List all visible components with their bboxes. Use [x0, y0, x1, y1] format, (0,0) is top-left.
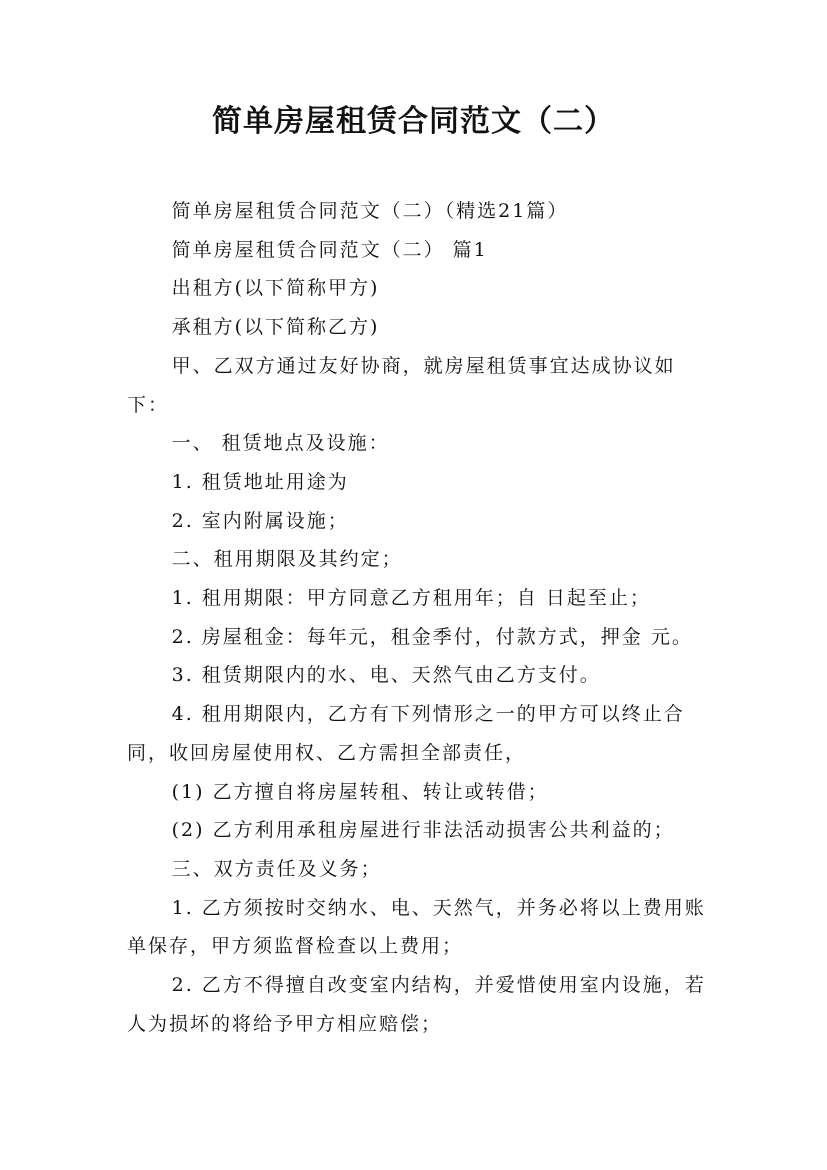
- paragraph-lessee: 承租方(以下简称乙方): [171, 316, 380, 339]
- document-body: [127, 192, 707, 1043]
- paragraph-item: 1. 租用期限：甲方同意乙方租用年；自 日起至止；: [171, 587, 651, 610]
- paragraph-item: 4. 租用期限内，乙方有下列情形之一的甲方可以终止合同，收回房屋使用权、乙方需担全部责任，: [127, 703, 685, 764]
- paragraph-lessor: 出租方(以下简称甲方): [171, 277, 380, 300]
- paragraph-section-two: 二、租用期限及其约定；: [171, 548, 403, 571]
- paragraph-subtitle: 简单房屋租赁合同范文（二）（精选21篇）: [171, 200, 569, 222]
- paragraph-section-one: 一、 租赁地点及设施：: [171, 432, 390, 455]
- paragraph-subitem: (1) 乙方擅自将房屋转租、转让或转借；: [171, 780, 549, 803]
- paragraph-item: 2. 房屋租金：每年元，租金季付，付款方式，押金 元。: [171, 625, 693, 648]
- paragraph-item: 2. 室内附属设施；: [171, 509, 349, 532]
- paragraph-item: 2. 乙方不得擅自改变室内结构，并爱惜使用室内设施，若人为损坏的将给予甲方相应赔偿；: [127, 974, 706, 1035]
- paragraph-item: 3. 租赁期限内的水、电、天然气由乙方支付。: [171, 664, 601, 687]
- paragraph-item: 1. 租赁地址用途为: [171, 470, 349, 493]
- paragraph-article-heading: 简单房屋租赁合同范文（二） 篇1: [171, 238, 488, 261]
- paragraph-agreement-intro: 甲、乙双方通过友好协商，就房屋租赁事宜达成协议如下：: [127, 354, 676, 416]
- paragraph-section-three: 三、双方责任及义务；: [171, 857, 382, 880]
- document-title: 简单房屋租赁合同范文（二）: [212, 104, 615, 139]
- paragraph-subitem: (2) 乙方利用承租房屋进行非法活动损害公共利益的；: [171, 819, 675, 842]
- paragraph-item: 1. 乙方须按时交纳水、电、天然气，并务必将以上费用账单保存，甲方须监督检查以上费用；: [127, 896, 706, 958]
